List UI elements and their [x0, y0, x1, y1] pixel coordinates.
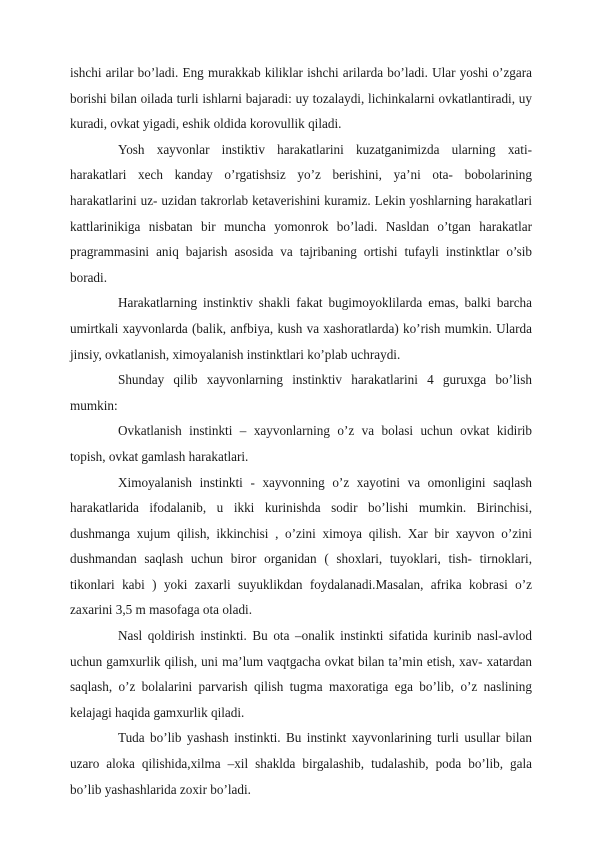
paragraph-reproduction-instinct: Nasl qoldirish instinkti. Bu ota –onalik instinkti sifatida kurinib nasl-avlod uchun gamxurlik qilish, uni ma’lum vaqtgacha ovkat bilan ta’min etish, xav- xatardan saqlash, o’z bolalarini parvarish qilish tugma maxoratiga ega bo’lib, o’z naslining kelajagi haqida gamxurlik qiladi.: [70, 628, 532, 720]
paragraph-four-groups: Shunday qilib xayvonlarning instinktiv harakatlarini 4 guruxga bo’lish mumkin:: [70, 372, 532, 413]
paragraph-young-animals: Yosh xayvonlar instiktiv harakatlarini kuzatganimizda ularning xati-harakatlari xech kanday o’rgatishsiz yo’z berishini, ya’ni ota- bobolarining harakatlarini uz- uzidan takrorlab ketaverishini kuramiz. Lekin yoshlarning harakatlari kattlarinikiga nisbatan bir muncha yomonrok bo’ladi. Nasldan o’tgan harakatlar pragrammasini aniq bajarish asosida va tajribaning ortishi tufayli instinktlar o’sib boradi.: [70, 141, 532, 285]
paragraph-defense-instinct: Ximoyalanish instinkti - xayvonning o’z xayotini va omonligini saqlash harakatlarida ifodalanib, u ikki kurinishda sodir bo’lishi mumkin. Birinchisi, dushmanga xujum qilish, ikkinchisi , o’zini ximoya qilish. Xar bir xayvon o’zini dushmandan saqlash uchun biror organidan ( shoxlari, tuyoklari, tish- tirnoklari, tikonlari kabi ) yoki zaxarli suyuklikdan foydalanadi.Masalan, afrika kobrasi o’z zaxarini 3,5 m masofaga ota oladi.: [70, 474, 532, 618]
paragraph-feeding-instinct: Ovkatlanish instinkti – xayvonlarning o’z va bolasi uchun ovkat kidirib topish, ovkat gamlash harakatlari.: [70, 423, 532, 464]
paragraph-herd-instinct: Tuda bo’lib yashash instinkti. Bu instinkt xayvonlarining turli usullar bilan uzaro aloka qilishida,xilma –xil shaklda birgalashib, tudalashib, poda bo’lib, gala bo’lib yashashlarida zoxir bo’ladi.: [70, 730, 532, 797]
paragraph-instinct-forms: Harakatlarning instinktiv shakli fakat bugimoyoklilarda emas, balki barcha umirtkali xayvonlarda (balik, anfbiya, kush va xashoratlarda) ko’rish mumkin. Ularda jinsiy, ovkatlanish, ximoyalanish instinktlari ko’plab uchraydi.: [70, 295, 532, 362]
document-page: [70, 60, 532, 802]
paragraph-continuation: ishchi arilar bo’ladi. Eng murakkab kiliklar ishchi arilarda bo’ladi. Ular yoshi o’zgara borishi bilan oilada turli ishlarni bajaradi: uy tozalaydi, lichinkalarni ovkatlantiradi, uy kuradi, ovkat yigadi, eshik oldida korovullik qiladi.: [70, 65, 532, 132]
